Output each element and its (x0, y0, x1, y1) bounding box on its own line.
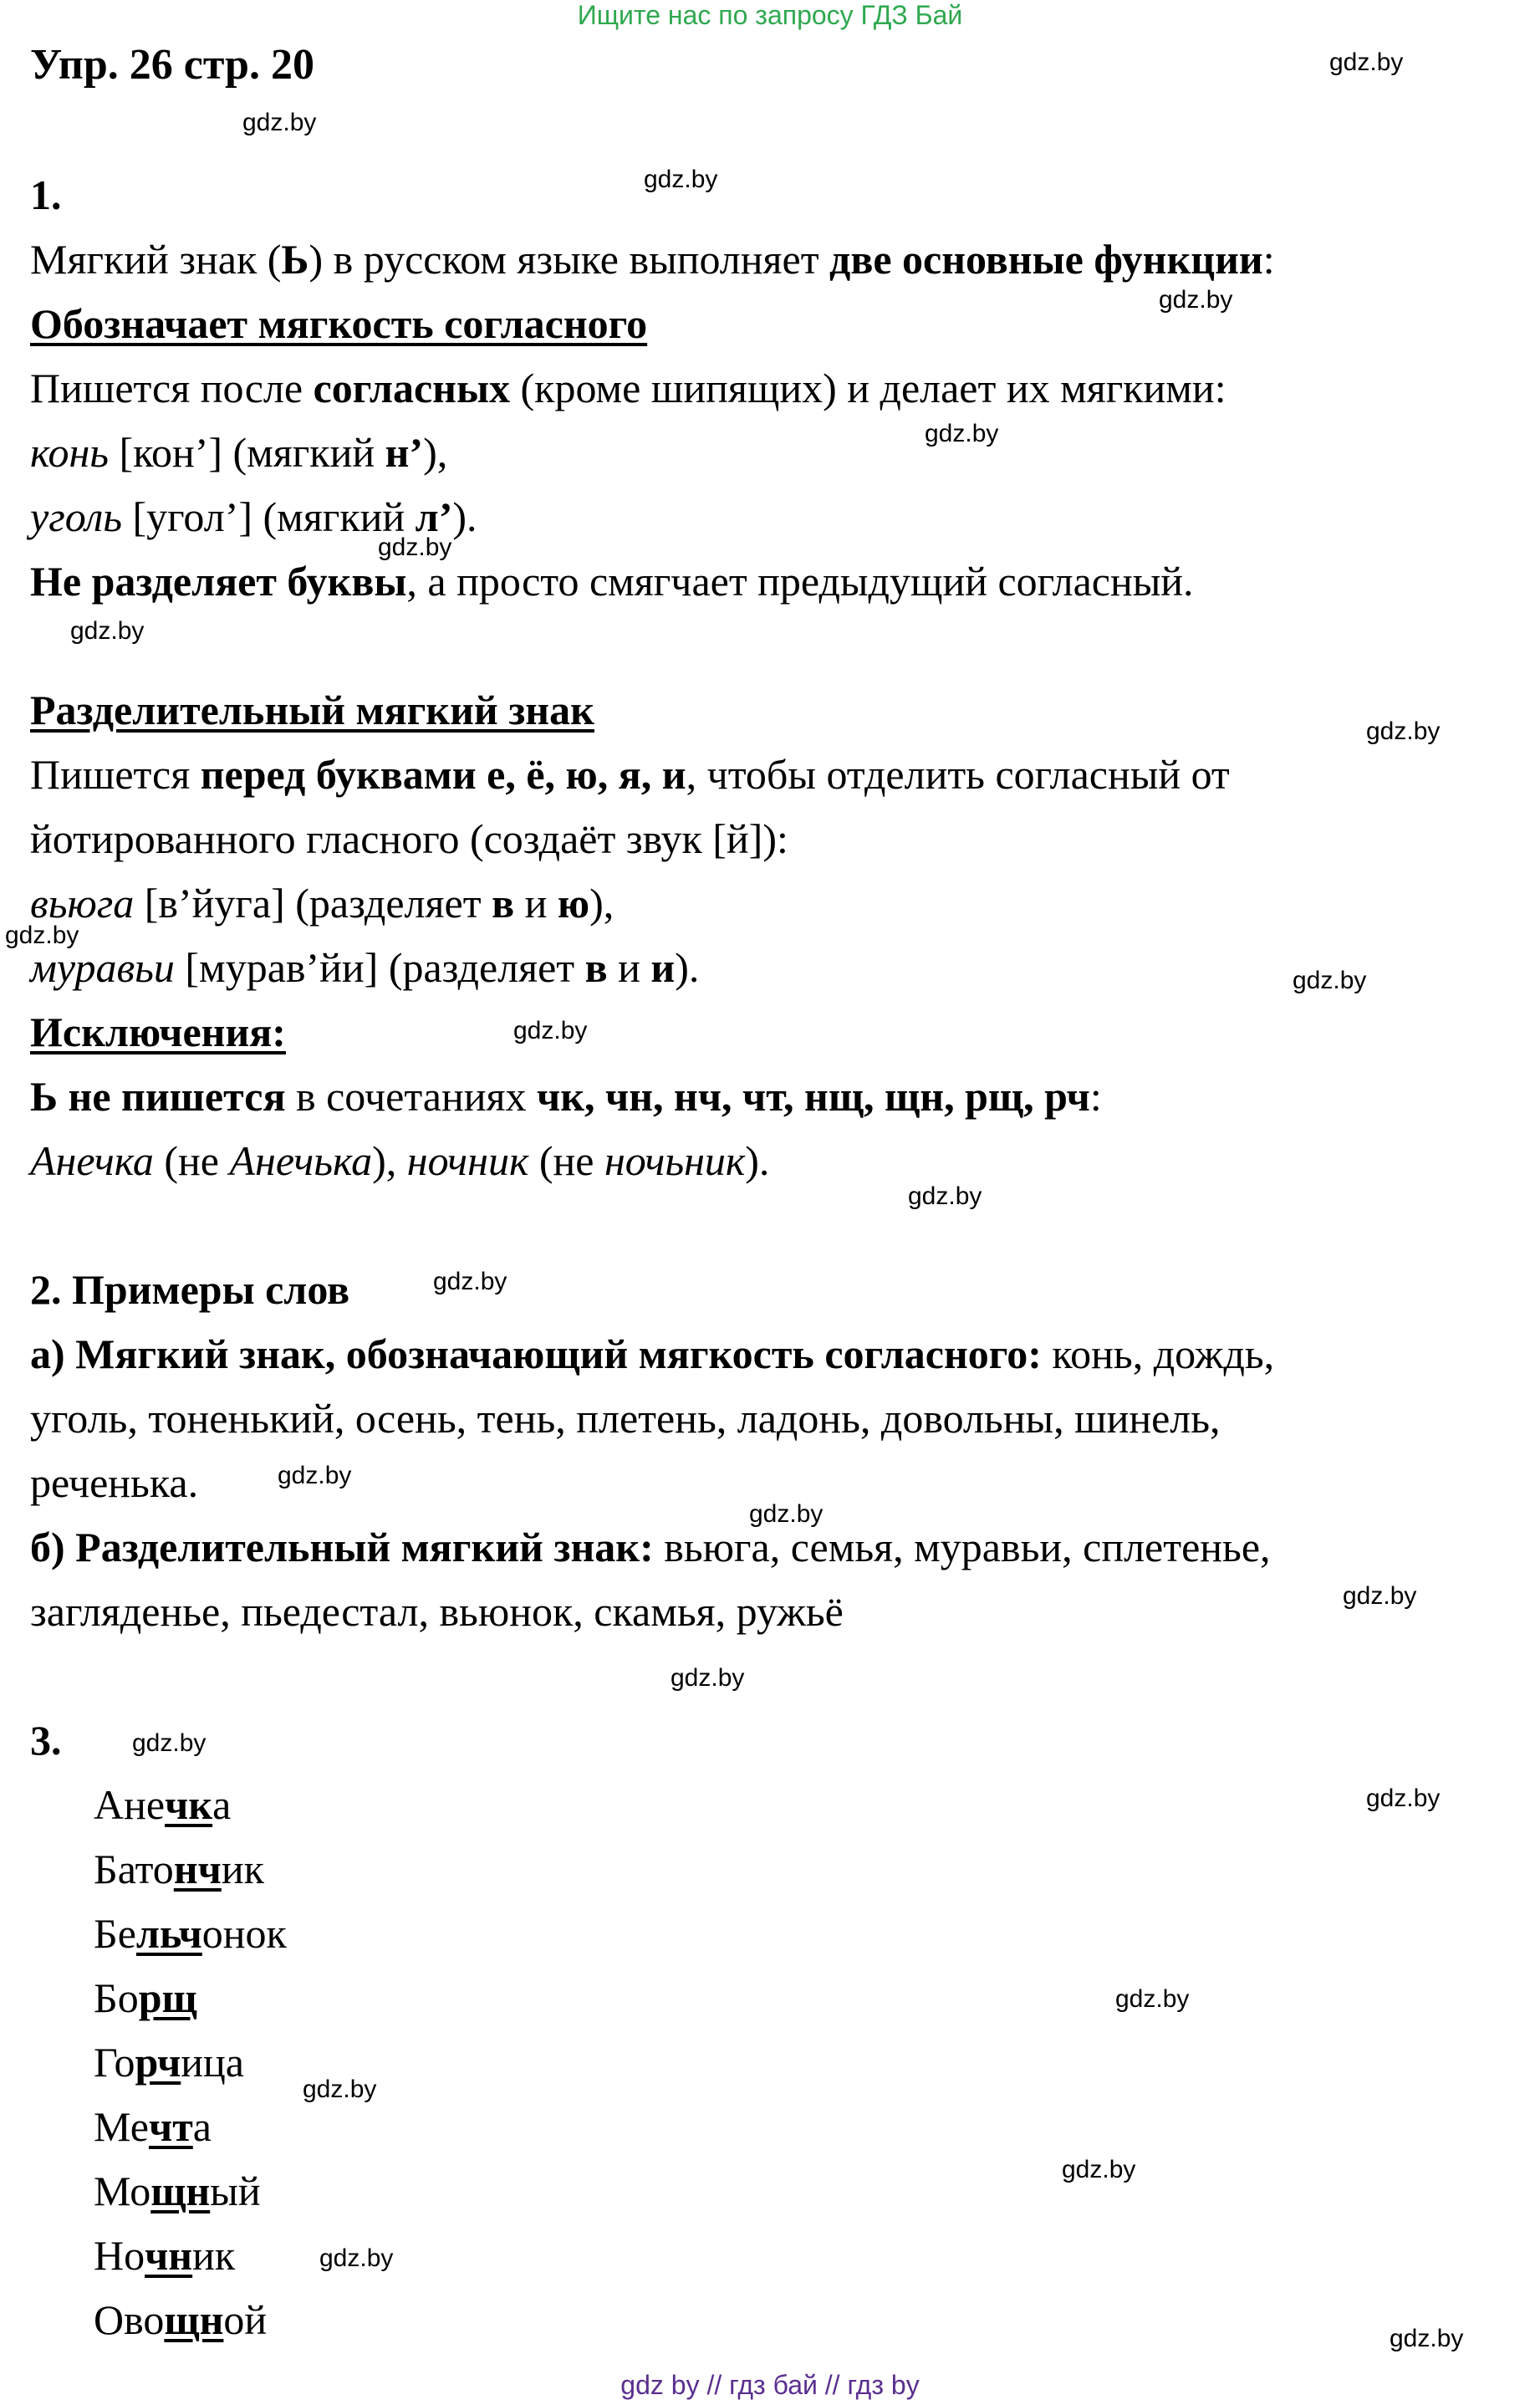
watermark: gdz.by (319, 2244, 394, 2272)
top-banner[interactable]: Ищите нас по запросу ГДЗ Бай (577, 0, 963, 30)
separating-rule-cont: йотированного гласного (создаёт звук [й]): (30, 815, 788, 862)
examples-soft-line-1: а) Мягкий знак, обозначающий мягкость согласного: конь, дождь, (30, 1330, 1275, 1377)
intro-line: Мягкий знак (Ь) в русском языке выполняет две основные функции: (30, 236, 1275, 283)
not-separating-note: Не разделяет буквы, а просто смягчает предыдущий согласный. (30, 558, 1194, 605)
softness-rule: Пишется после согласных (кроме шипящих) и делает их мягкими: (30, 365, 1226, 411)
examples-separating-line-2: загляденье, пьедестал, вьюнок, скамья, ружьё (30, 1588, 844, 1635)
word-item: Мощный (94, 2168, 261, 2214)
heading-exceptions: Исключения: (30, 1008, 286, 1055)
watermark: gdz.by (278, 1462, 352, 1489)
watermark: gdz.by (1366, 1785, 1441, 1812)
watermark: gdz.by (132, 1729, 207, 1757)
word-item: Анечка (94, 1781, 232, 1828)
word-item: Горчица (94, 2039, 244, 2086)
watermark: gdz.by (378, 534, 452, 561)
watermark: gdz.by (70, 617, 145, 645)
example-ugol: уголь [угол’] (мягкий л’). (30, 493, 477, 540)
word-item: Мечта (94, 2103, 212, 2150)
watermark: gdz.by (1366, 717, 1441, 745)
watermark: gdz.by (1293, 967, 1367, 994)
watermark: gdz.by (1062, 2156, 1136, 2183)
word-item: Борщ (94, 1974, 197, 2021)
watermark: gdz.by (1343, 1582, 1417, 1610)
section-1-number: 1. (30, 171, 62, 218)
watermark: gdz.by (1159, 286, 1233, 314)
watermark: gdz.by (1115, 1985, 1190, 2013)
exceptions-rule: Ь не пишется в сочетаниях чк, чн, нч, чт, нщ, щн, рщ, рч: (30, 1073, 1102, 1120)
section-3-number: 3. (30, 1717, 62, 1764)
word-item: Овощной (94, 2296, 268, 2343)
examples-soft-line-2: уголь, тоненький, осень, тень, плетень, ладонь, довольны, шинель, (30, 1395, 1221, 1442)
watermark: gdz.by (303, 2076, 377, 2103)
watermark: gdz.by (513, 1017, 588, 1044)
word-item: Ночник (94, 2232, 236, 2279)
watermark: gdz.by (908, 1182, 982, 1210)
examples-soft-line-3: реченька. (30, 1459, 199, 1506)
watermark: gdz.by (671, 1664, 745, 1692)
heading-softness: Обозначает мягкость согласного (30, 300, 648, 347)
watermark: gdz.by (1390, 2325, 1464, 2352)
examples-separating-line-1: б) Разделительный мягкий знак: вьюга, семья, муравьи, сплетенье, (30, 1524, 1271, 1570)
watermark: gdz.by (433, 1268, 507, 1295)
example-kon: конь [кон’] (мягкий н’), (30, 429, 448, 476)
heading-separating: Разделительный мягкий знак (30, 687, 594, 733)
exceptions-examples: Анечка (не Анечька), ночник (не ночьник). (30, 1137, 770, 1184)
watermark: gdz.by (925, 420, 999, 447)
word-item: Батончик (94, 1846, 264, 1892)
example-muravyi: муравьи [мурав’йи] (разделяет в и и). (30, 944, 700, 991)
watermark: gdz.by (749, 1500, 824, 1528)
watermark: gdz.by (644, 166, 718, 193)
watermark: gdz.by (1329, 49, 1404, 76)
section-2-heading: 2. Примеры слов (30, 1266, 350, 1313)
watermark: gdz.by (242, 109, 317, 136)
example-vyuga: вьюга [в’йуга] (разделяет в и ю), (30, 880, 614, 927)
exercise-title: Упр. 26 стр. 20 (30, 41, 314, 89)
watermark: gdz.by (5, 922, 79, 949)
footer-links[interactable]: gdz by // гдз бай // гдз by (620, 2370, 920, 2400)
word-item: Бельчонок (94, 1910, 287, 1957)
separating-rule: Пишется перед буквами е, ё, ю, я, и, чтобы отделить согласный от (30, 751, 1230, 798)
